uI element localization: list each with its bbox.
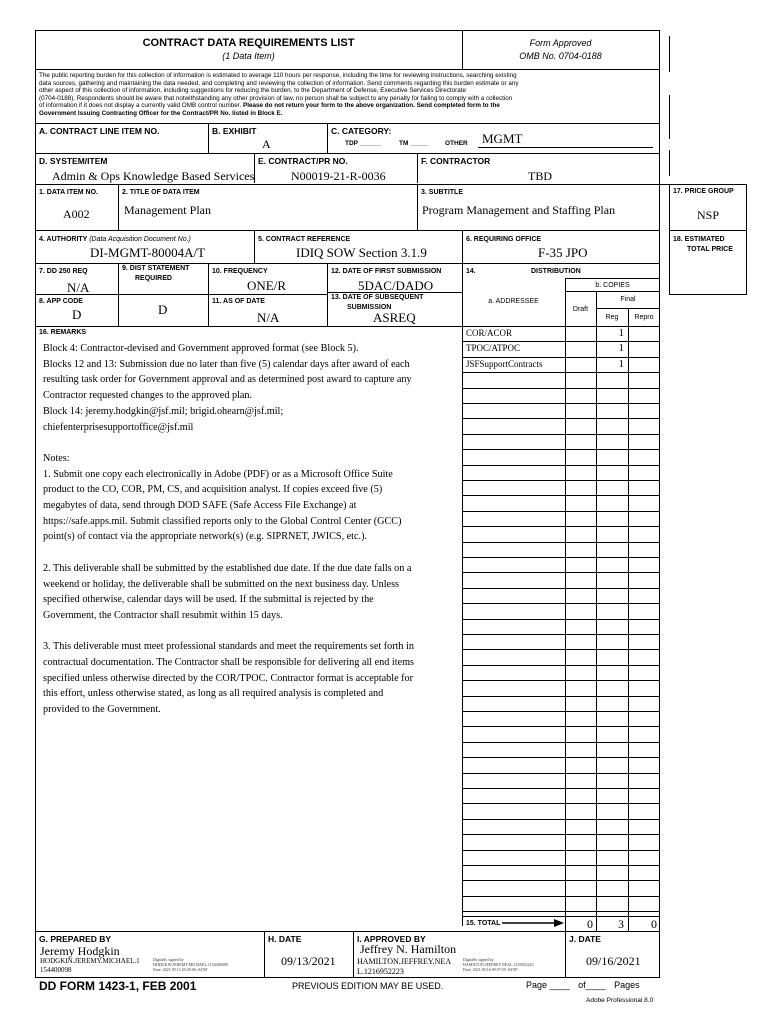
addressee-cell[interactable]: COR/ACOR bbox=[466, 328, 513, 338]
block-c-value[interactable]: MGMT bbox=[482, 131, 523, 146]
item-3-value[interactable]: Program Management and Staffing Plan bbox=[422, 203, 616, 217]
block-b-label: B. EXHIBIT bbox=[212, 126, 257, 136]
block-f-value[interactable]: TBD bbox=[528, 169, 552, 183]
grid-row-line bbox=[462, 511, 660, 512]
tm-label: TM _____ bbox=[399, 140, 429, 147]
item-8-value[interactable]: D bbox=[72, 307, 82, 322]
prepared-by-digital-signature: Digitally signed by HODGKIN.JEREMY.MICHAEL.1154400098 Date: 2021.09.13 20:29:06 -04'00' bbox=[153, 957, 228, 972]
remarks-line: weekend or holiday, the deliverable shall be submitted on the next business day. Unless bbox=[43, 578, 400, 590]
remarks-line: contractual documentation. The Contractor shall be responsible for delivering all end items bbox=[43, 657, 414, 669]
grid-col-line bbox=[596, 326, 597, 916]
item-10-value[interactable]: ONE/R bbox=[247, 278, 286, 293]
remarks-line: Government, the Contractor shall resubmit within 15 days. bbox=[43, 609, 283, 621]
page-counter: Page ____ of____ Pages bbox=[526, 980, 640, 990]
item-8-label: 8. APP CODE bbox=[39, 298, 83, 305]
approved-by-digital-signature: Digitally signed by HAMILTON.JEFFREY.NEAL.1216952223 Date: 2021.09.16 09:57:55 -04'00' bbox=[463, 957, 534, 972]
grid-row-line bbox=[462, 388, 660, 389]
item-10-label: 10. FREQUENCY bbox=[212, 268, 268, 275]
other-label: OTHER bbox=[445, 140, 468, 147]
reg-copies-cell[interactable]: 1 bbox=[618, 327, 624, 339]
approved-by-signature[interactable]: HAMILTON.JEFFREY.NEA L.1216952223 bbox=[357, 957, 452, 976]
remarks-line: product to the CO, COR, PM, CS, and acquisition analyst. If copies exceed five (5) bbox=[43, 484, 383, 496]
grid-row-line bbox=[462, 880, 660, 881]
approved-by-name[interactable]: Jeffrey N. Hamilton bbox=[360, 942, 457, 956]
item-13-label-2: SUBMISSION bbox=[347, 304, 392, 311]
item-9-label-2: REQUIRED bbox=[135, 275, 172, 282]
remarks-line bbox=[43, 545, 463, 561]
grid-row-line bbox=[462, 588, 660, 589]
block-d-value[interactable]: Admin & Ops Knowledge Based Services bbox=[52, 169, 255, 183]
remarks-line: this effort, unless otherwise stated, as long as all required analysis is completed and bbox=[43, 688, 384, 700]
previous-edition-note: PREVIOUS EDITION MAY BE USED. bbox=[292, 981, 444, 991]
item-6-value[interactable]: F-35 JPO bbox=[538, 245, 588, 260]
remarks-line: Contractor requested changes to the approved plan. bbox=[43, 390, 253, 402]
remarks-line: Blocks 12 and 13: Submission due no later than five (5) calendar days after award of each bbox=[43, 358, 410, 370]
remarks-line: specified unless otherwise directed by the COR/TPOC. Contractor format is acceptable for bbox=[43, 672, 414, 684]
item-15-label: 15. TOTAL bbox=[466, 920, 501, 927]
grid-row-line bbox=[462, 619, 660, 620]
tdp-label: TDP ______ bbox=[345, 140, 382, 147]
reg-copies-cell[interactable]: 1 bbox=[618, 342, 624, 354]
item-2-label: 2. TITLE OF DATA ITEM bbox=[122, 189, 200, 196]
grid-row-line bbox=[462, 526, 660, 527]
grid-row-line bbox=[462, 480, 660, 481]
item-17-label: 17. PRICE GROUP bbox=[673, 188, 734, 195]
remarks-line: 3. This deliverable must meet professional standards and meet the requirements set forth in bbox=[43, 641, 414, 653]
remarks-line: resulting task order for Government approval and as determined post award to capture any bbox=[43, 374, 412, 386]
item-5-value[interactable]: IDIQ SOW Section 3.1.9 bbox=[296, 245, 427, 260]
item-4-label: 4. AUTHORITY (Data Acquisition Document No.) bbox=[39, 236, 191, 243]
draft-label: Draft bbox=[572, 306, 589, 313]
block-d-label: D. SYSTEM/ITEM bbox=[39, 156, 108, 166]
block-h-label: H. DATE bbox=[268, 934, 302, 944]
grid-row-line bbox=[462, 911, 660, 912]
grid-row-line bbox=[462, 757, 660, 758]
grid-row-line bbox=[462, 341, 660, 342]
item-4-value[interactable]: DI-MGMT-80004A/T bbox=[90, 245, 206, 260]
block-g-label: G. PREPARED BY bbox=[39, 934, 112, 944]
item-2-value[interactable]: Management Plan bbox=[124, 203, 211, 217]
grid-row-line bbox=[462, 465, 660, 466]
remarks-line: point(s) of contact via the appropriate network(s) (e.g. SIPRNET, JWICS, etc.). bbox=[43, 531, 368, 543]
item-9-label: 9. DIST STATEMENT bbox=[122, 265, 190, 272]
item-9-value[interactable]: D bbox=[158, 302, 168, 317]
item-7-label: 7. DD 250 REQ bbox=[39, 268, 88, 275]
grid-row-line bbox=[462, 742, 660, 743]
item-14-label: 14. bbox=[466, 268, 476, 275]
remarks-line: provided to the Government. bbox=[43, 704, 161, 716]
remarks-line: chiefenterprisesupportoffice@jsf.mil bbox=[43, 421, 194, 433]
item-17-value[interactable]: NSP bbox=[697, 208, 720, 222]
item-11-value[interactable]: N/A bbox=[257, 310, 280, 325]
grid-row-line bbox=[462, 542, 660, 543]
final-label: Final bbox=[620, 296, 636, 303]
remarks-line: megabytes of data, send through DOD SAFE (Safe Access File Exchange) at bbox=[43, 500, 357, 512]
block-c-label: C. CATEGORY: bbox=[331, 126, 392, 136]
item-13-label: 13. DATE OF SUBSEQUENT bbox=[331, 294, 424, 301]
remarks-line: 2. This deliverable shall be submitted by the established due date. If the due date falls on a bbox=[43, 562, 412, 574]
grid-row-line bbox=[462, 850, 660, 851]
form-number: DD FORM 1423-1, FEB 2001 bbox=[39, 979, 197, 993]
grid-row-line bbox=[462, 357, 660, 358]
grid-row-line bbox=[462, 603, 660, 604]
total-repro[interactable]: 0 bbox=[651, 917, 657, 931]
remarks-line: https://safe.apps.mil. Submit classified reports only to the Global Control Center (GCC) bbox=[43, 515, 402, 527]
arrow-icon bbox=[502, 918, 564, 928]
burden-statement: The public reporting burden for this collection of information is estimated to average 110 hours per response, including the time for reviewing instructions, searching existing data sources, gathering and maintaining the data needed, and completing and reviewing the collection of information. Send comments regarding this burden estimate or any other aspect of this collection of information, including suggestions for reducing the burden, to the Department of Defense, Executive Services Directorate (0704-0188). Respondents should be aware that notwithstanding any other provision of law, no person shall be subject to any penalty for failing to comply with a collection of information if it does not display a currently valid OMB control number. Please do not return your form to the above organization. Send completed form to the Government Issuing Contracting Officer for the Contract/PR No. listed in Block E. bbox=[39, 72, 519, 117]
reg-label: Reg bbox=[605, 314, 619, 321]
item-12-value[interactable]: 5DAC/DADO bbox=[358, 278, 434, 293]
grid-row-line bbox=[462, 557, 660, 558]
item-1-label: 1. DATA ITEM NO. bbox=[39, 189, 98, 196]
item-3-label: 3. SUBTITLE bbox=[421, 189, 464, 196]
addressee-cell[interactable]: TPOC/ATPOC bbox=[466, 343, 521, 353]
item-18-label-2: TOTAL PRICE bbox=[687, 246, 733, 253]
item-1-value[interactable]: A002 bbox=[63, 207, 90, 221]
item-16-label: 16. REMARKS bbox=[39, 329, 87, 336]
grid-row-line bbox=[462, 788, 660, 789]
item-13-value[interactable]: ASREQ bbox=[373, 310, 416, 325]
total-draft[interactable]: 0 bbox=[587, 917, 593, 931]
block-e-value[interactable]: N00019-21-R-0036 bbox=[291, 169, 386, 183]
grid-row-line bbox=[462, 834, 660, 835]
grid-col-line bbox=[565, 326, 566, 916]
adobe-version: Adobe Professional 8.0 bbox=[586, 997, 654, 1004]
grid-row-line bbox=[462, 495, 660, 496]
grid-row-line bbox=[462, 680, 660, 681]
addressee-cell[interactable]: JSFSupportContracts bbox=[466, 359, 543, 369]
remarks-line bbox=[43, 435, 463, 451]
block-j-label: J. DATE bbox=[569, 934, 601, 944]
grid-row-line bbox=[462, 449, 660, 450]
grid-row-line bbox=[462, 403, 660, 404]
block-i-label: I. APPROVED BY bbox=[357, 934, 426, 944]
grid-row-line bbox=[462, 418, 660, 419]
grid-row-line bbox=[462, 649, 660, 650]
grid-row-line bbox=[462, 434, 660, 435]
block-e-label: E. CONTRACT/PR NO. bbox=[258, 156, 348, 166]
prepared-by-name[interactable]: Jeremy Hodgkin bbox=[40, 944, 120, 958]
grid-row-line bbox=[462, 634, 660, 635]
form-subtitle: (1 Data Item) bbox=[222, 51, 275, 61]
grid-row-line bbox=[462, 865, 660, 866]
form-title: CONTRACT DATA REQUIREMENTS LIST bbox=[142, 37, 355, 49]
form-approved: Form Approved bbox=[529, 38, 592, 48]
grid-row-line bbox=[462, 726, 660, 727]
block-a-label: A. CONTRACT LINE ITEM NO. bbox=[39, 126, 160, 136]
prepared-by-signature[interactable]: HODGKIN.JEREMY.MICHAEL.1 154400098 bbox=[40, 957, 140, 974]
item-5-label: 5. CONTRACT REFERENCE bbox=[258, 236, 351, 243]
grid-row-line bbox=[462, 773, 660, 774]
grid-row-line bbox=[462, 896, 660, 897]
remarks-line: Notes: bbox=[43, 452, 70, 464]
grid-row-line bbox=[462, 572, 660, 573]
remarks-line: 1. Submit one copy each electronically in Adobe (PDF) or as a Microsoft Office Suite bbox=[43, 468, 393, 480]
omb-number: OMB No. 0704-0188 bbox=[519, 51, 602, 61]
grid-row-line bbox=[462, 696, 660, 697]
copies-label: b. COPIES bbox=[595, 282, 630, 289]
distribution-label: DISTRIBUTION bbox=[531, 268, 581, 275]
grid-row-line bbox=[462, 372, 660, 373]
remarks-line bbox=[43, 624, 463, 640]
remarks-text bbox=[43, 341, 463, 718]
item-7-value[interactable]: N/A bbox=[67, 280, 90, 295]
remarks-line: specified otherwise, calendar days will be used. If the submittal is rejected by the bbox=[43, 594, 374, 606]
addressee-label: a. ADDRESSEE bbox=[488, 298, 539, 305]
item-12-label: 12. DATE OF FIRST SUBMISSION bbox=[331, 268, 442, 275]
grid-row-line bbox=[462, 819, 660, 820]
remarks-line: Block 14: jeremy.hodgkin@jsf.mil; brigid.ohearn@jsf.mil; bbox=[43, 405, 284, 417]
block-f-label: F. CONTRACTOR bbox=[421, 156, 491, 166]
block-h-value[interactable]: 09/13/2021 bbox=[281, 954, 336, 968]
remarks-line: Block 4: Contractor-devised and Government approved format (see Block 5). bbox=[43, 343, 359, 354]
reg-copies-cell[interactable]: 1 bbox=[618, 358, 624, 370]
block-j-value[interactable]: 09/16/2021 bbox=[586, 954, 641, 968]
repro-label: Repro bbox=[634, 314, 654, 321]
grid-row-line bbox=[462, 803, 660, 804]
grid-col-line bbox=[628, 326, 629, 916]
block-b-value[interactable]: A bbox=[262, 137, 271, 151]
grid-row-line bbox=[462, 665, 660, 666]
item-6-label: 6. REQUIRING OFFICE bbox=[466, 236, 542, 243]
item-11-label: 11. AS OF DATE bbox=[212, 298, 265, 305]
grid-row-line bbox=[462, 711, 660, 712]
total-reg[interactable]: 3 bbox=[618, 917, 624, 931]
item-18-label: 18. ESTIMATED bbox=[673, 236, 725, 243]
